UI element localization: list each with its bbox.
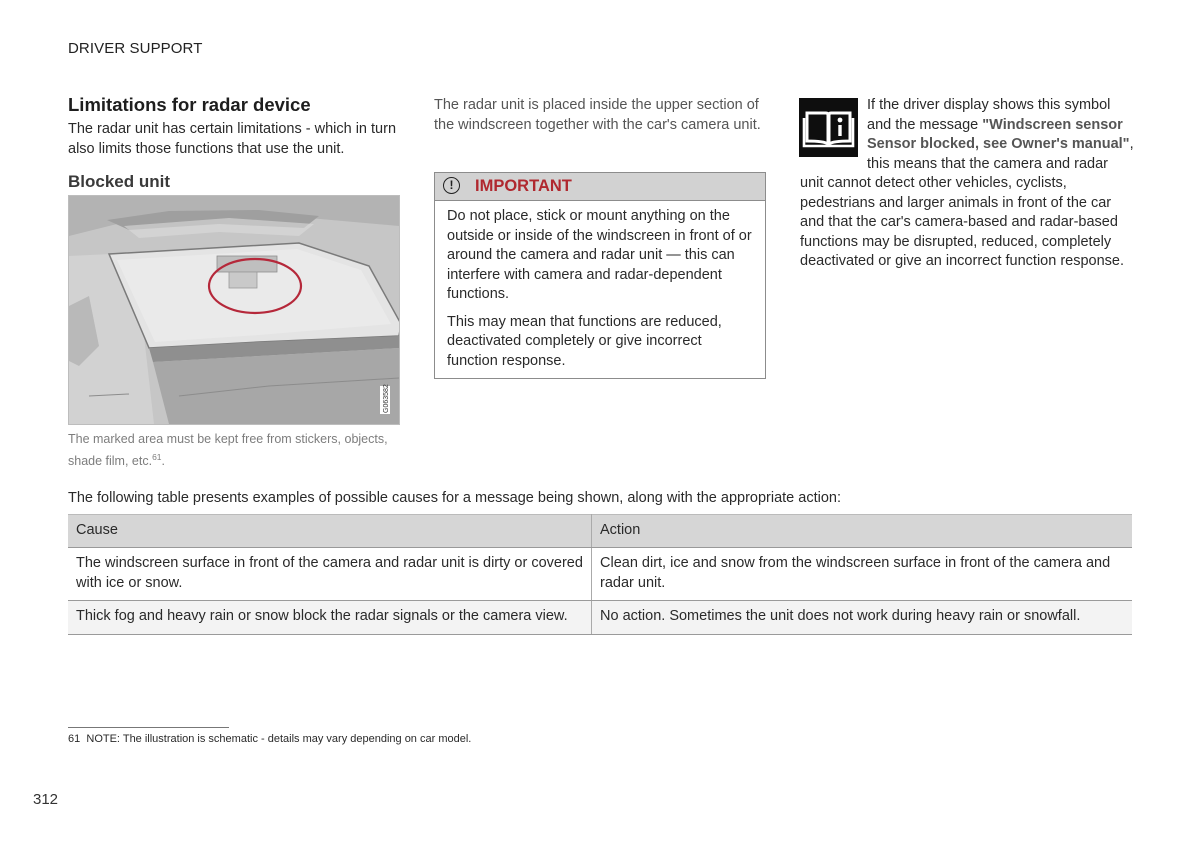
page-number: 312 (33, 791, 59, 808)
intro-paragraph: The radar unit has certain limitations - which in turn also limits those functions that use the unit. (68, 121, 397, 157)
cause-cell: Thick fog and heavy rain or snow block the radar signals or the camera view. (68, 601, 592, 635)
page-heading: Limitations for radar device (68, 94, 311, 115)
column-header-cause: Cause (68, 515, 592, 548)
table-row (68, 601, 1132, 635)
footnote-divider (68, 727, 229, 728)
caption-footnote-ref[interactable]: 61 (152, 452, 162, 462)
important-header (435, 173, 765, 201)
figure-code: G063582 (383, 384, 390, 413)
important-title: IMPORTANT (475, 177, 572, 195)
windscreen-illustration (68, 195, 400, 425)
table-intro: The following table presents examples of possible causes for a message being shown, along with the appropriate action: (68, 490, 841, 506)
table-row (68, 548, 1132, 601)
message-name: "Windscreen sensor Sensor blocked, see Owner's manual" (867, 116, 1130, 152)
cause-cell: The windscreen surface in front of the camera and radar unit is dirty or covered with ice or snow. (68, 548, 592, 601)
warning-icon: ! (443, 177, 460, 194)
message-lead: If the driver display shows this symbol and the message (867, 97, 1111, 133)
section-label: DRIVER SUPPORT (68, 40, 203, 57)
message-rest: , this means that the camera and radar unit cannot detect other vehicles, cyclists, pedestrians and larger animals in front of the car and that the car's camera-based and radar-based functions may be disrupted, reduced, completely deactivated or give an incorrect function response. (800, 136, 1134, 269)
causes-table (68, 514, 1132, 635)
column-header-action: Action (592, 515, 1133, 548)
important-body (435, 201, 765, 371)
radar-location-text: The radar unit is placed inside the upper section of the windscreen together with the car's camera unit. (434, 97, 761, 133)
table-header-row (68, 515, 1132, 548)
caption-text: The marked area must be kept free from stickers, objects, shade film, etc. (68, 432, 388, 469)
display-message-text (800, 96, 1135, 272)
important-paragraph-2: This may mean that functions are reduced, deactivated completely or give incorrect function response. (447, 313, 722, 369)
action-cell: Clean dirt, ice and snow from the windscreen surface in front of the camera and radar unit. (592, 548, 1133, 601)
important-box (434, 172, 766, 379)
footnote (68, 733, 471, 745)
subheading-blocked-unit: Blocked unit (68, 172, 171, 191)
action-cell: No action. Sometimes the unit does not work during heavy rain or snowfall. (592, 601, 1133, 635)
important-paragraph-1: Do not place, stick or mount anything on the outside or inside of the windscreen in front of or around the camera and radar unit — this can interfere with camera and radar-dependent functions. (447, 208, 752, 302)
footnote-number: 61 (68, 733, 81, 745)
footnote-text: NOTE: The illustration is schematic - details may vary depending on car model. (86, 733, 472, 745)
figure-caption: The marked area must be kept free from stickers, objects, shade film, etc.$^{61}$. (68, 432, 388, 469)
